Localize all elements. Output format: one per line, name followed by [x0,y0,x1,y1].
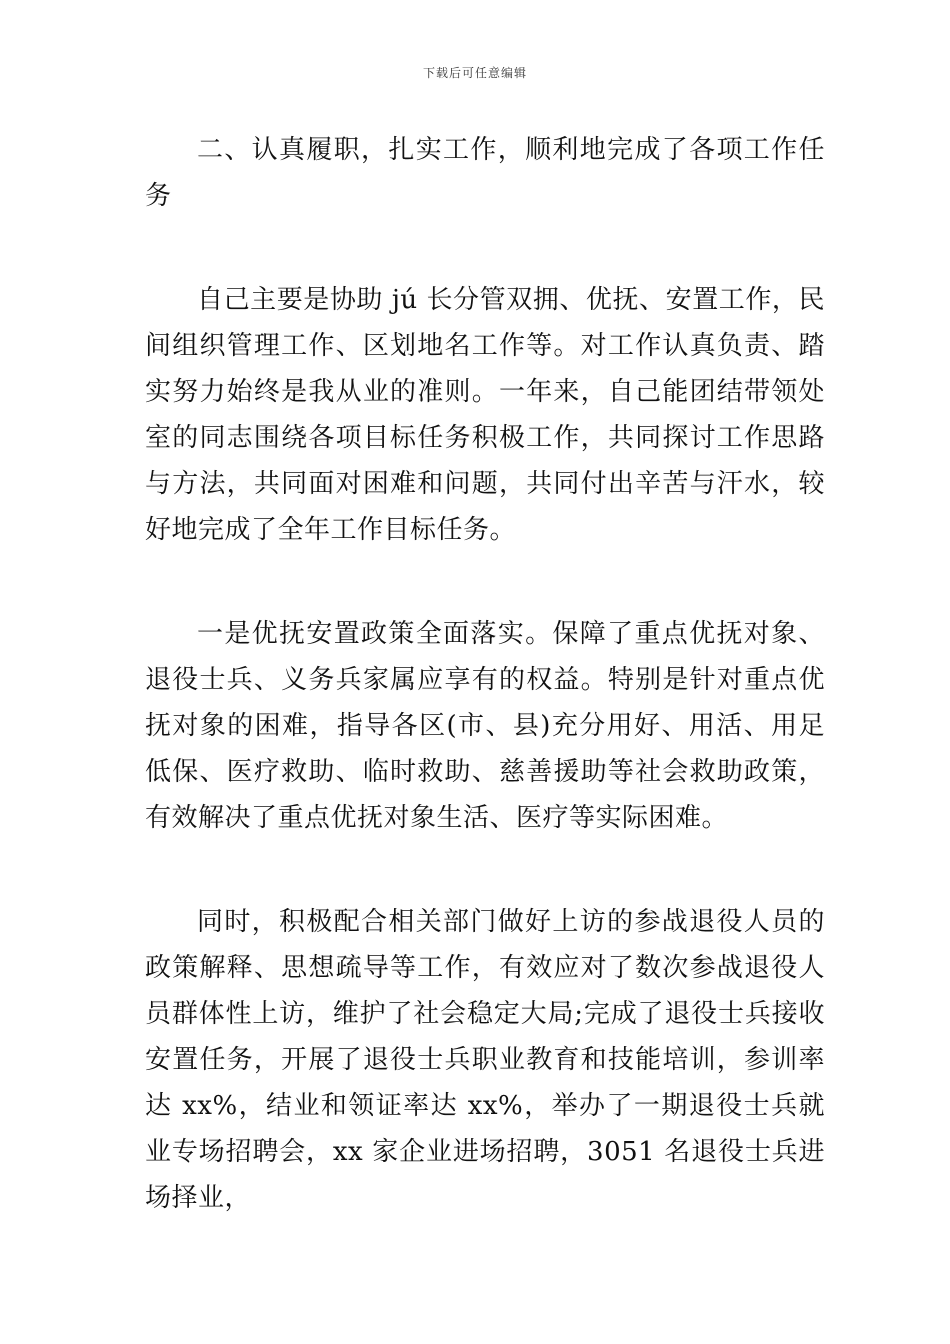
paragraph-veterans: 同时，积极配合相关部门做好上访的参战退役人员的政策解释、思想疏导等工作，有效应对了数次参战退役人员群体性上访，维护了社会稳定大局;完成了退役士兵接收安置任务，开展了退役士兵职业教育和技能培训，参训率达 xx%，结业和领证率达 xx%，举办了一期退役士兵就业专场招聘会，xx 家企业进场招聘，3051 名退役士兵进场择业， [145,907,825,1213]
page-header: 下载后可任意编辑 [422,66,527,80]
paragraph-policy: 一是优抚安置政策全面落实。保障了重点优抚对象、退役士兵、义务兵家属应享有的权益。特别是针对重点优抚对象的困难，指导各区(市、县)充分用好、用活、用足低保、医疗救助、临时救助、慈善援助等社会救助政策，有效解决了重点优抚对象生活、医疗等实际困难。 [145,619,825,833]
document-body [145,127,825,1221]
paragraph-duties: 自己主要是协助 jú 长分管双拥、优抚、安置工作，民间组织管理工作、区划地名工作等。对工作认真负责、踏实努力始终是我从业的准则。一年来，自己能团结带领处室的同志围绕各项目标任务积极工作，共同探讨工作思路与方法，共同面对困难和问题，共同付出辛苦与汗水，较好地完成了全年工作目标任务。 [145,285,825,545]
section-heading: 二、认真履职，扎实工作，顺利地完成了各项工作任务 [145,135,825,211]
